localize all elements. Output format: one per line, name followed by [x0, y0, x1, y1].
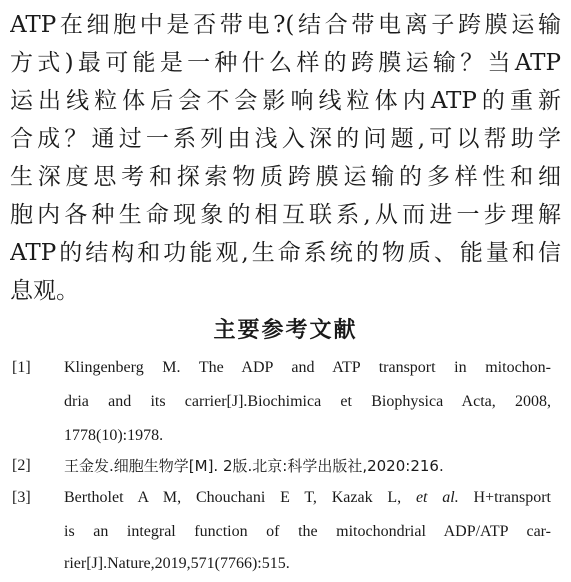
reference-1-line-1: Klingenberg M. The ADP and ATP transport in mitochon-: [64, 359, 551, 376]
reference-1-line-2: dria and its carrier[J].Biochimica et Biophysica Acta, 2008,: [64, 393, 551, 410]
reference-3-et-al: et al.: [415, 489, 459, 506]
body-line-2: 方式)最可能是一种什么样的跨膜运输？当ATP: [10, 50, 561, 76]
reference-3-line-2: is an integral function of the mitochondrial ADP/ATP car-: [64, 523, 551, 540]
reference-1-line-3: 1778(10):1978.: [64, 427, 164, 444]
reference-2-line-1: 王金发.细胞生物学[M]. 2版.北京:科学出版社,2020:216.: [64, 457, 444, 475]
reference-3-line-1: [64, 483, 551, 513]
reference-1-number: [1]: [12, 359, 31, 376]
body-line-6: 胞内各种生命现象的相互联系,从而进一步理解: [10, 202, 561, 228]
body-line-5: 生深度思考和探索物质跨膜运输的多样性和细: [10, 164, 561, 190]
body-line-7: ATP的结构和功能观,生命系统的物质、能量和信: [10, 240, 561, 266]
body-line-4: 合成？通过一系列由浅入深的问题,可以帮助学: [10, 126, 561, 152]
reference-2-number: [2]: [12, 457, 31, 474]
references-heading: 主要参考文献: [213, 318, 358, 343]
reference-3-number: [3]: [12, 489, 31, 506]
reference-3-authors: Bertholet A M, Chouchani E T, Kazak L,: [64, 489, 416, 506]
reference-3-line-3: rier[J].Nature,2019,571(7766):515.: [64, 555, 290, 572]
body-line-3: 运出线粒体后会不会影响线粒体内ATP的重新: [10, 88, 561, 114]
body-line-1: ATP在细胞中是否带电?(结合带电离子跨膜运输: [10, 12, 561, 38]
body-line-8: 息观。: [10, 278, 79, 304]
reference-3-title-start: H+transport: [458, 489, 551, 506]
